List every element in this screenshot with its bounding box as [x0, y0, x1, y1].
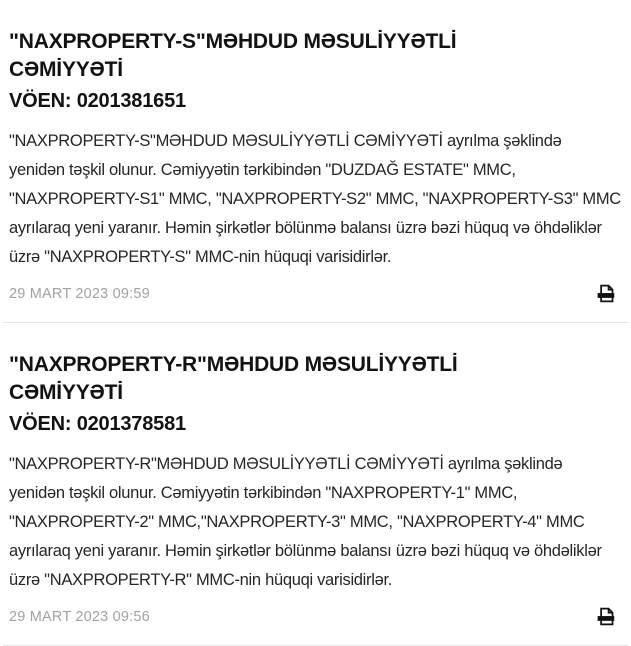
announcement-voen: VÖEN: 0201378581	[9, 413, 186, 435]
announcement-body: "NAXPROPERTY-R"MƏHDUD MƏSULİYYƏTLİ CƏMİYYƏTİ ayrılma şəklində yenidən təşkil olunur. Cəmiyyətin tərkibindən "NAXPROPERTY-1" MMC, "NAXPROPERTY-2" MMC,"NAXPROPERTY-3" MMC, "NAXPROPERTY-4" MMC ayrılaraq yeni yaranır. Həmin şirkətlər bölünmə balansı üzrə bəzi hüquq və öhdəliklər üzrə "NAXPROPERTY-R" MMC-nin hüquqi varisidirlər.	[9, 455, 602, 589]
print-button[interactable]	[595, 283, 616, 304]
announcement-body: "NAXPROPERTY-S"MƏHDUD MƏSULİYYƏTLİ CƏMİYYƏTİ ayrılma şəklində yenidən təşkil olunur. Cəmiyyətin tərkibindən "DUZDAĞ ESTATE" MMC, "NAXPROPERTY-S1" MMC, "NAXPROPERTY-S2" MMC, "NAXPROPERTY-S3" MMC ayrılaraq yeni yaranır. Həmin şirkətlər bölünmə balansı üzrə bəzi hüquq və öhdəliklər üzrə "NAXPROPERTY-S" MMC-nin hüquqi varisidirlər.	[9, 132, 621, 266]
announcement-meta	[9, 606, 621, 627]
announcement-card	[0, 0, 631, 322]
announcement-meta	[9, 283, 621, 304]
print-icon	[595, 606, 616, 627]
announcement-voen: VÖEN: 0201381651	[9, 90, 186, 112]
print-button[interactable]	[595, 606, 616, 627]
announcement-date: 29 MART 2023 09:56	[9, 608, 150, 625]
announcement-date: 29 MART 2023 09:59	[9, 285, 150, 302]
announcement-title[interactable]: "NAXPROPERTY-S"MƏHDUD MƏSULİYYƏTLİ CƏMİYYƏTİ	[9, 30, 457, 81]
print-icon	[595, 283, 616, 304]
announcement-title[interactable]: "NAXPROPERTY-R"MƏHDUD MƏSULİYYƏTLİ CƏMİYYƏTİ	[9, 353, 458, 404]
announcement-card	[0, 323, 631, 645]
